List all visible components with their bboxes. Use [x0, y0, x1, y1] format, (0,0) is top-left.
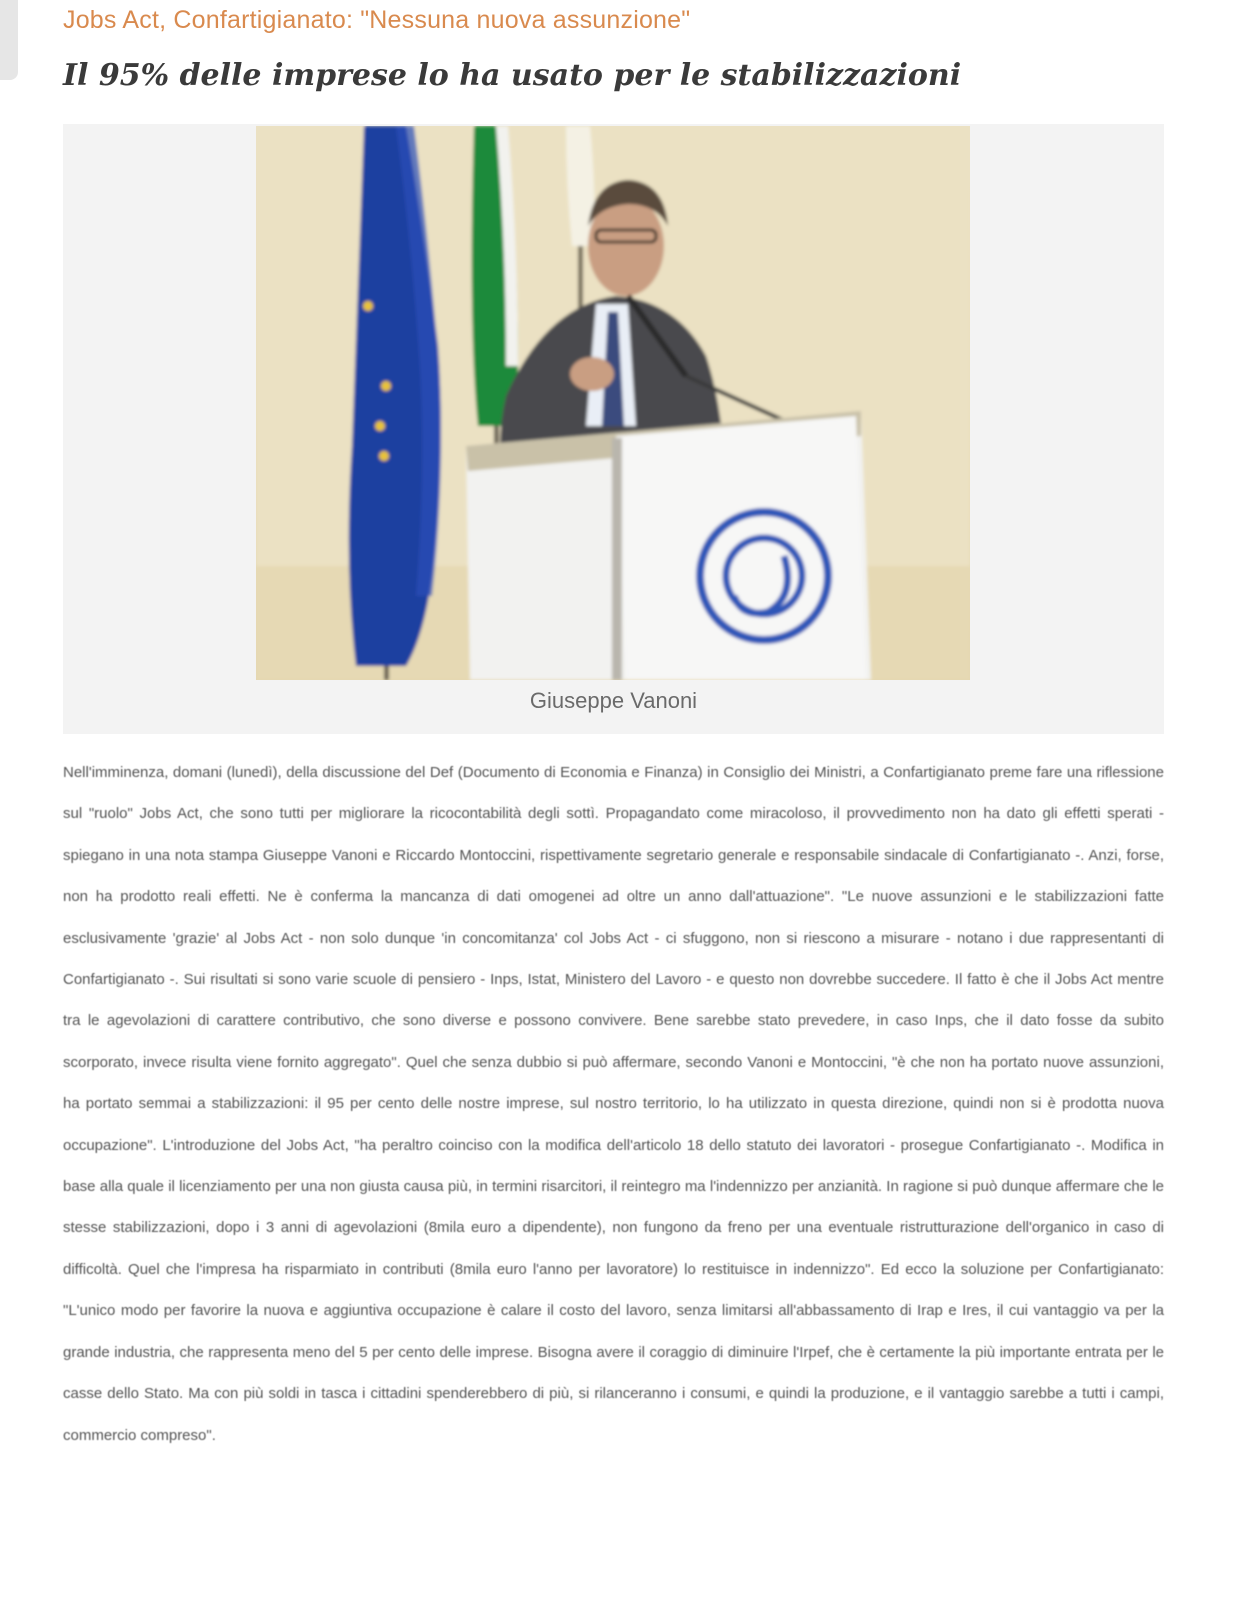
- photo-caption: Giuseppe Vanoni: [529, 688, 698, 713]
- article-photo: [256, 126, 970, 680]
- speaker-at-podium-illustration: [256, 126, 970, 680]
- article-headline: Il 95% delle imprese lo ha usato per le stabilizzazioni: [63, 58, 962, 93]
- photo-panel: [63, 124, 1164, 734]
- article-body: Nell'imminenza, domani (lunedì), della discussione del Def (Documento di Economia e Finanza) in Consiglio dei Ministri, a Confartigianato preme fare una riflessione sul "ruolo" Jobs Act, che sono tutti per migliorare la ricocontabilità degli sottì. Propagandato come miracoloso, il provvedimento non ha dato gli effetti sperati - spiegano in una nota stampa Giuseppe Vanoni e Riccardo Montoccini, rispettivamente segretario generale e responsabile sindacale di Confartigianato -. Anzi, forse, non ha prodotto reali effetti. Ne è conferma la mancanza di dati omogenei ad oltre un anno dall'attuazione". "Le nuove assunzioni e le stabilizzazioni fatte esclusivamente 'grazie' al Jobs Act - non solo dunque 'in concomitanza' col Jobs Act - ci sfuggono, non si riescono a misurare - notano i due rappresentanti di Confartigianato -. Sui risultati si sono varie scuole di pensiero - Inps, Istat, Ministero del Lavoro - e questo non dovrebbe succedere. Il fatto è che il Jobs Act mentre tra le agevolazioni di carattere contributivo, che sono diverse e possono convivere. Bene sarebbe stato prevedere, in caso Inps, che il dato fosse da subito scorporato, invece risulta viene fornito aggregato". Quel che senza dubbio si può affermare, secondo Vanoni e Montoccini, "è che non ha portato nuove assunzioni, ha portato semmai a stabilizzazioni: il 95 per cento delle nostre imprese, sul nostro territorio, lo ha utilizzato in questa direzione, quindi non si è prodotta nuova occupazione". L'introduzione del Jobs Act, "ha peraltro coinciso con la modifica dell'articolo 18 dello statuto dei lavoratori - prosegue Confartigianato -. Modifica in base alla quale il licenziamento per una non giusta causa più, in termini risarcitori, il reintegro ma l'indennizzo per anzianità. In ragione si può dunque affermare che le stesse stabilizzazioni, dopo i 3 anni di agevolazioni (8mila euro a dipendente), non fungono da freno per una eventuale ristrutturazione dell'organico in caso di difficoltà. Quel che l'impresa ha risparmiato in contributi (8mila euro l'anno per lavoratore) lo restituisce in indennizzo". Ed ecco la soluzione per Confartigianato: "L'unico modo per favorire la nuova e aggiuntiva occupazione è calare il costo del lavoro, senza limitarsi all'abbassamento di Irap e Ires, il cui vantaggio va per la grande industria, che rappresenta meno del 5 per cento delle imprese. Bisogna avere il coraggio di diminuire l'Irpef, che è certamente la più importante entrata per le casse dello Stato. Ma con più soldi in tasca i cittadini spenderebbero di più, si rilanceranno i consumi, e quindi la produzione, e il vantaggio sarebbe a tutti i campi, commercio compreso".: [63, 764, 1164, 1444]
- side-tab: [0, 0, 18, 80]
- article-kicker: Jobs Act, Confartigianato: "Nessuna nuova assunzione": [63, 6, 691, 34]
